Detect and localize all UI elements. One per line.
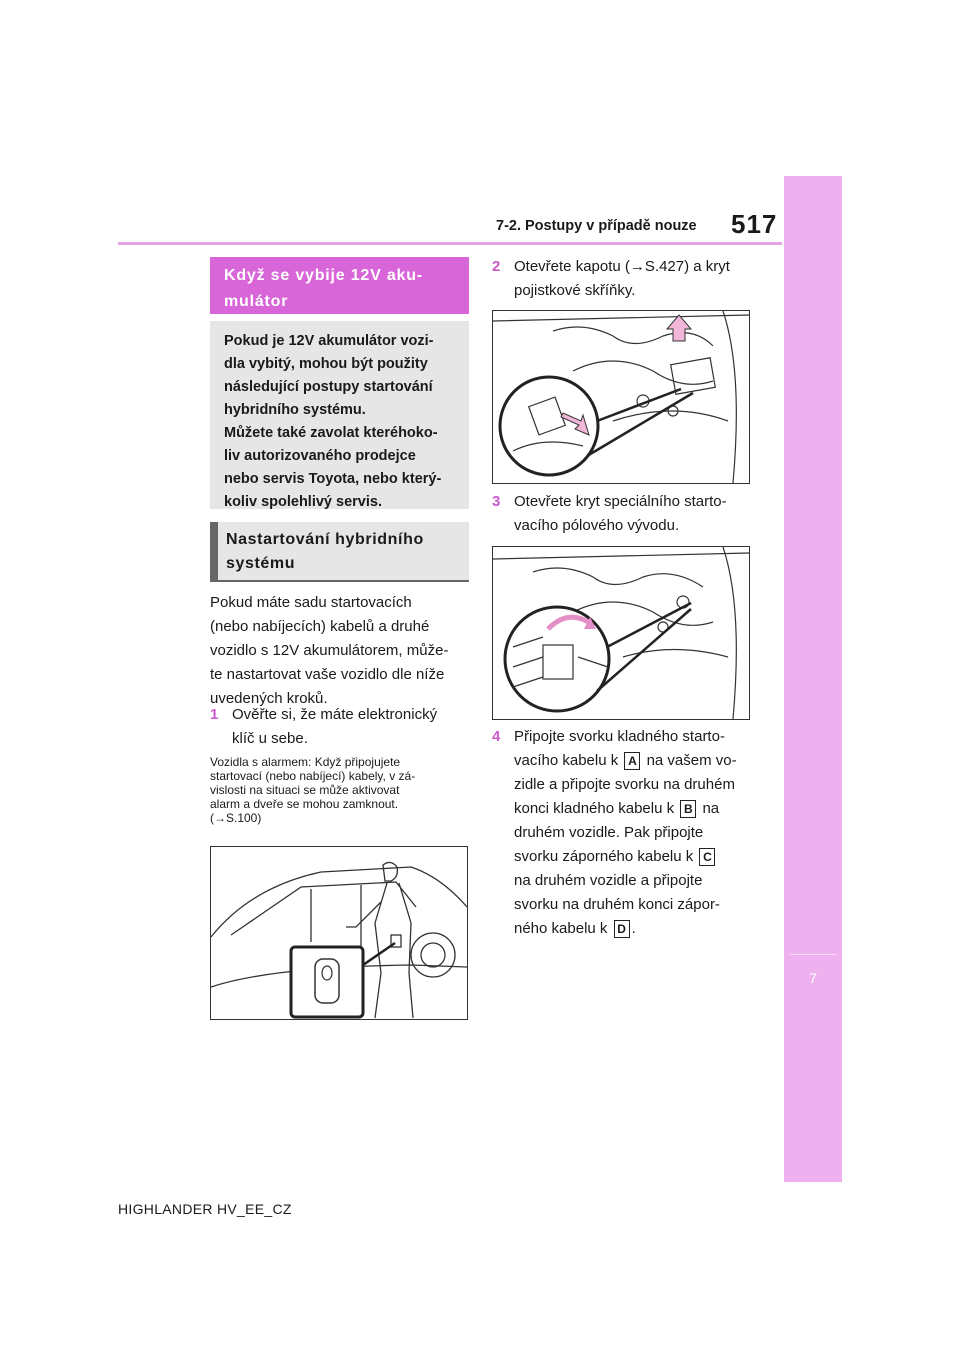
header-rule [118, 242, 782, 245]
step-line: Ověřte si, že máte elektronický [232, 706, 438, 723]
step-number: 4 [492, 728, 501, 745]
intro-line: te nastartovat vaše vozidlo dle níže [210, 666, 445, 683]
summary-line: Pokud je 12V akumulátor vozi- [224, 333, 434, 349]
page-number: 517 [731, 209, 778, 239]
step-line: zidle a připojte svorku na druhém [514, 776, 735, 793]
step-line: svorku na druhém konci zápor- [514, 896, 720, 913]
key-illustration [210, 846, 468, 1020]
label-c: C [699, 848, 715, 866]
summary-line: liv autorizovaného prodejce [224, 448, 416, 464]
sub-heading-line: systému [226, 555, 296, 572]
step-text: svorku záporného kabelu k [514, 848, 694, 865]
summary-line: Můžete také zavolat kteréhoko- [224, 425, 438, 441]
intro-line: Pokud máte sadu startovacích [210, 594, 412, 611]
intro-line: (nebo nabíjecích) kabelů a druhé [210, 618, 430, 635]
footer-model: HIGHLANDER HV_EE_CZ [118, 1201, 292, 1217]
summary-line: hybridního systému. [224, 402, 366, 418]
step-text: na [702, 800, 720, 817]
step-line [492, 845, 762, 869]
step-4 [492, 725, 762, 941]
summary-line: dla vybitý, mohou být použity [224, 356, 428, 372]
section-title: 7-2. Postupy v případě nouze [496, 218, 697, 234]
label-a: A [624, 752, 640, 770]
step-1 [210, 703, 472, 751]
step-line [492, 917, 762, 941]
step-line: Otevřete kryt speciálního starto- [514, 493, 727, 510]
label-d: D [614, 920, 630, 938]
step-line: Připojte svorku kladného starto- [514, 728, 725, 745]
chapter-number: 7 [809, 970, 817, 986]
step-line: pojistkové skříňky. [514, 282, 636, 299]
alarm-note [210, 755, 472, 825]
step-number: 2 [492, 258, 501, 275]
chapter-title: Když nastanou potíže [751, 1046, 767, 1181]
summary-line: nebo servis Toyota, nebo který- [224, 471, 442, 487]
intro-paragraph [210, 591, 472, 711]
step-line [492, 797, 762, 821]
step-text: na vašem vo- [646, 752, 737, 769]
step-line: Otevřete kapotu (→S.427) a kryt [514, 258, 730, 275]
step-2 [492, 255, 762, 303]
note-line: (→S.100) [210, 811, 262, 825]
intro-line: vozidlo s 12V akumulátorem, může- [210, 642, 449, 659]
summary-line: koliv spolehlivý servis. [224, 494, 382, 510]
note-line: startovací (nebo nabíjecí) kabely, v zá- [210, 769, 416, 783]
intro-line: uvedených kroků. [210, 690, 328, 707]
step-line: vacího pólového vývodu. [514, 517, 680, 534]
note-line: Vozidla s alarmem: Když připojujete [210, 755, 401, 769]
step-line: druhém vozidle. Pak připojte [514, 824, 704, 841]
step-line [492, 749, 762, 773]
step-text: konci kladného kabelu k [514, 800, 675, 817]
summary-box [210, 321, 469, 509]
summary-line: následující postupy startování [224, 379, 433, 395]
step-text: . [631, 920, 636, 937]
tab-divider [790, 954, 836, 955]
step-line: klíč u sebe. [232, 730, 308, 747]
step-number: 3 [492, 493, 501, 510]
step-line: na druhém vozidle a připojte [514, 872, 703, 889]
sub-heading-line: Nastartování hybridního [226, 531, 424, 548]
note-line: alarm a dveře se mohou zamknout. [210, 797, 399, 811]
step-text: ného kabelu k [514, 920, 608, 937]
section-heading: Když se vybije 12V aku-mulátor [210, 257, 469, 314]
sub-heading [210, 522, 469, 582]
step-number: 1 [210, 706, 219, 723]
label-b: B [680, 800, 696, 818]
fuse-box-illustration [492, 310, 750, 484]
note-line: vislosti na situaci se může aktivovat [210, 783, 400, 797]
step-text: vacího kabelu k [514, 752, 619, 769]
step-3 [492, 490, 762, 538]
terminal-illustration [492, 546, 750, 720]
